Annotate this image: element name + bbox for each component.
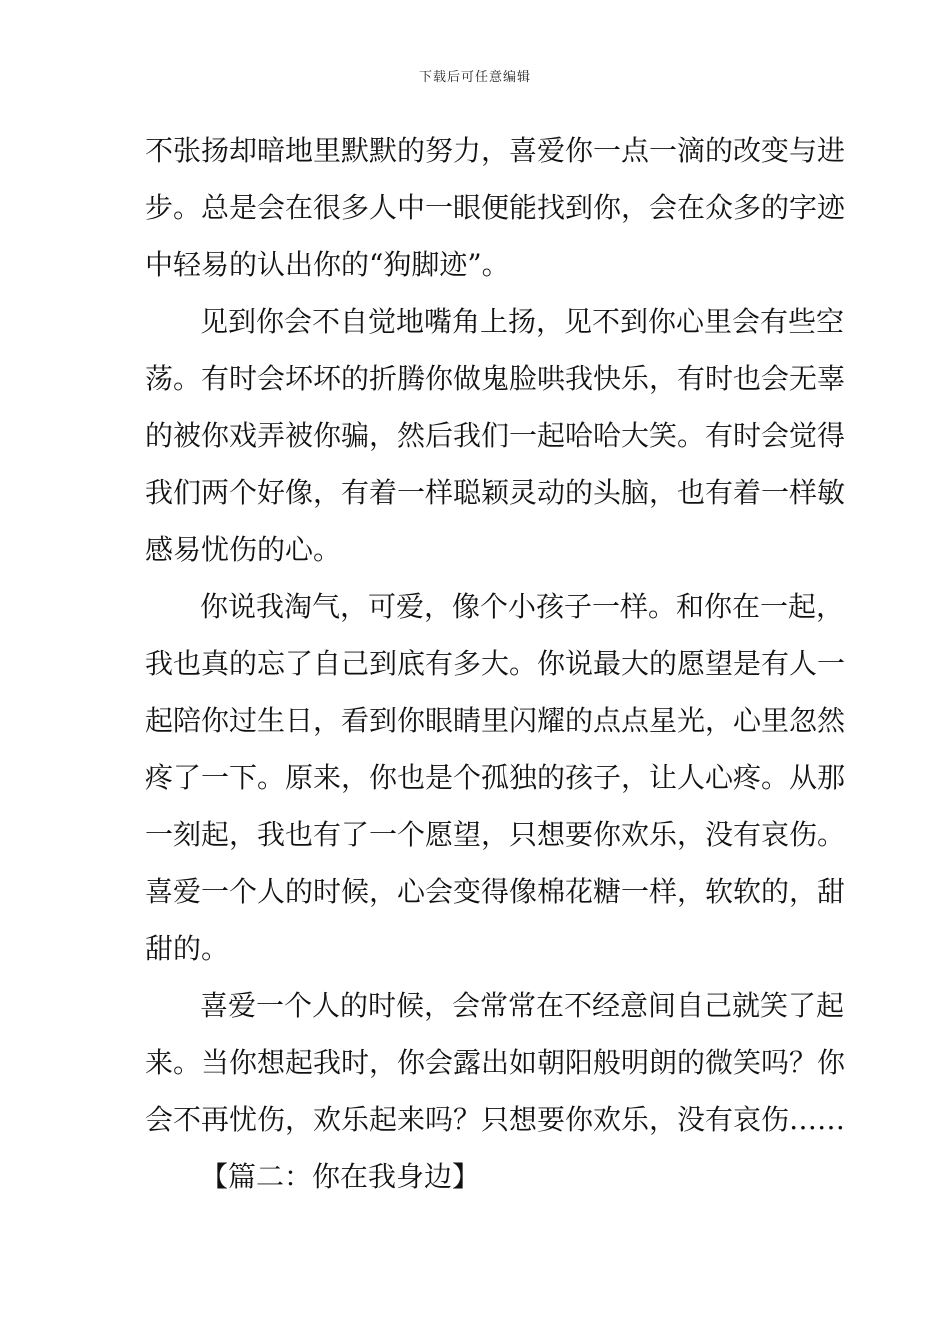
text-line: 来。当你想起我时，你会露出如朝阳般明朗的微笑吗？你 <box>145 1046 846 1079</box>
text-line: 的被你戏弄被你骗，然后我们一起哈哈大笑。有时会觉得 <box>145 419 846 452</box>
text-line: 不张扬却暗地里默默的努力，喜爱你一点一滴的改变与进 <box>145 134 846 167</box>
text-line: 起陪你过生日，看到你眼睛里闪耀的点点星光，心里忽然 <box>145 704 846 737</box>
text-line: 见到你会不自觉地嘴角上扬，见不到你心里会有些空 <box>200 305 845 338</box>
header-note: 下载后可任意编辑 <box>418 70 531 85</box>
text-line: 荡。有时会坏坏的折腾你做鬼脸哄我快乐，有时也会无辜 <box>145 362 846 395</box>
text-line: 会不再忧伤，欢乐起来吗？只想要你欢乐，没有哀伤…… <box>145 1103 846 1136</box>
section-heading: 【篇二：你在我身边】 <box>200 1160 481 1193</box>
text-line: 喜爱一个人的时候，会常常在不经意间自己就笑了起 <box>200 989 845 1022</box>
text-line: 我们两个好像，有着一样聪颖灵动的头脑，也有着一样敏 <box>145 476 846 509</box>
text-line: 甜的。 <box>145 932 230 965</box>
text-line: 我也真的忘了自己到底有多大。你说最大的愿望是有人一 <box>145 647 846 680</box>
text-line: 中轻易的认出你的“狗脚迹”。 <box>145 248 510 281</box>
text-line: 喜爱一个人的时候，心会变得像棉花糖一样，软软的，甜 <box>145 875 846 908</box>
text-line: 疼了一下。原来，你也是个孤独的孩子，让人心疼。从那 <box>145 761 846 794</box>
text-line: 步。总是会在很多人中一眼便能找到你，会在众多的字迹 <box>145 191 846 224</box>
text-line: 感易忧伤的心。 <box>145 533 342 566</box>
text-line: 一刻起，我也有了一个愿望，只想要你欢乐，没有哀伤。 <box>145 818 846 851</box>
text-line: 你说我淘气，可爱，像个小孩子一样。和你在一起， <box>200 590 845 623</box>
